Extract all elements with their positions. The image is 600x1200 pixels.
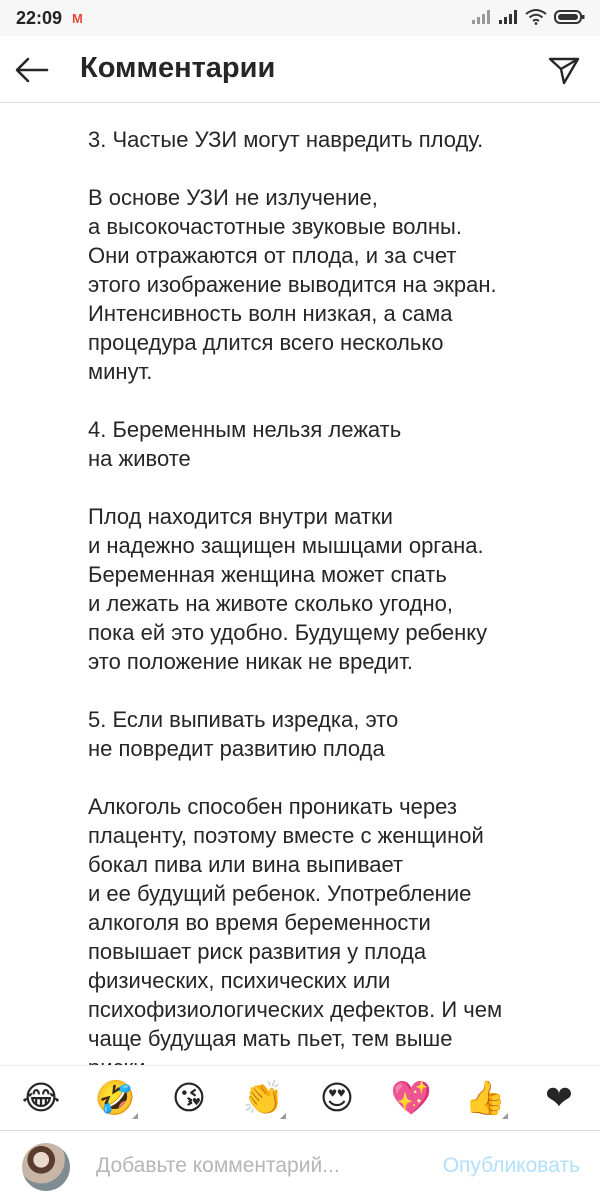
carrier-badge: M bbox=[72, 10, 83, 26]
status-time: 22:09 bbox=[16, 7, 63, 28]
tears-of-joy-icon: 😂 bbox=[21, 1078, 61, 1117]
sparkling-heart-icon: 💖 bbox=[390, 1077, 432, 1117]
emoji-sparkling-heart-button[interactable] bbox=[386, 1073, 436, 1123]
arrow-left-icon bbox=[15, 57, 49, 83]
emoji-clapping-hands-button[interactable] bbox=[238, 1073, 288, 1123]
emoji-quick-bar bbox=[0, 1065, 600, 1129]
avatar bbox=[22, 1143, 70, 1191]
rolling-laughing-icon: 🤣 bbox=[94, 1077, 136, 1117]
blowing-kiss-icon: 😘 bbox=[171, 1078, 207, 1117]
thumbs-up-icon: 👍 bbox=[464, 1077, 506, 1117]
comment-composer bbox=[0, 1130, 600, 1200]
paper-plane-icon bbox=[548, 54, 580, 86]
comment-input[interactable] bbox=[96, 1151, 396, 1181]
back-button[interactable] bbox=[12, 50, 52, 90]
status-icons bbox=[471, 9, 586, 25]
page-title: Комментарии bbox=[80, 52, 276, 84]
emoji-red-heart-button[interactable] bbox=[534, 1073, 584, 1123]
emoji-thumbs-up-button[interactable] bbox=[460, 1073, 510, 1123]
emoji-tears-of-joy-button[interactable] bbox=[16, 1073, 66, 1123]
signal-icon bbox=[498, 9, 518, 25]
direct-message-button[interactable] bbox=[544, 50, 584, 90]
emoji-blowing-kiss-button[interactable] bbox=[164, 1073, 214, 1123]
emoji-heart-eyes-button[interactable] bbox=[312, 1073, 362, 1123]
emoji-rolling-laughing-button[interactable] bbox=[90, 1073, 140, 1123]
header bbox=[0, 36, 600, 103]
variants-indicator-icon bbox=[280, 1113, 286, 1119]
wifi-icon bbox=[525, 9, 547, 25]
clapping-hands-icon: 👏 bbox=[242, 1077, 284, 1117]
battery-icon bbox=[554, 9, 586, 25]
comment-text: 3. Частые УЗИ могут навредить плоду. В основе УЗИ не излучение, а высокочастотные звуковые волны. Они отражаются от плода, и за счет этого изображение выводится на экран. Интенсивность волн низкая, а сама процедура длится всего несколько минут. 4. Беременным нельзя лежать на животе Плод находится внутри матки и надежно защищен мышцами органа. Беременная женщина может спать и лежать на животе сколько угодно, пока ей это удобно. Будущему ребенку это положение никак не вредит. 5. Если выпивать изредка, это не повредит развитию плода Алкоголь способен проникать через плаценту, поэтому вместе с женщиной бокал пива или вина выпивает и ее будущий ребенок. Употребление алкоголя во время беременности повышает риск развития у плода физических, психических или психофизиологических дефектов. И чем чаще будущая мать пьет, тем выше bbox=[88, 127, 503, 1051]
variants-indicator-icon bbox=[132, 1113, 138, 1119]
red-heart-icon: ❤ bbox=[545, 1078, 573, 1117]
signal-icon bbox=[471, 9, 491, 25]
heart-eyes-icon: 😍 bbox=[319, 1078, 355, 1117]
comment-thread[interactable] bbox=[0, 103, 600, 1065]
variants-indicator-icon bbox=[502, 1113, 508, 1119]
status-bar bbox=[0, 0, 600, 36]
publish-button[interactable]: Опубликовать bbox=[442, 1154, 580, 1177]
